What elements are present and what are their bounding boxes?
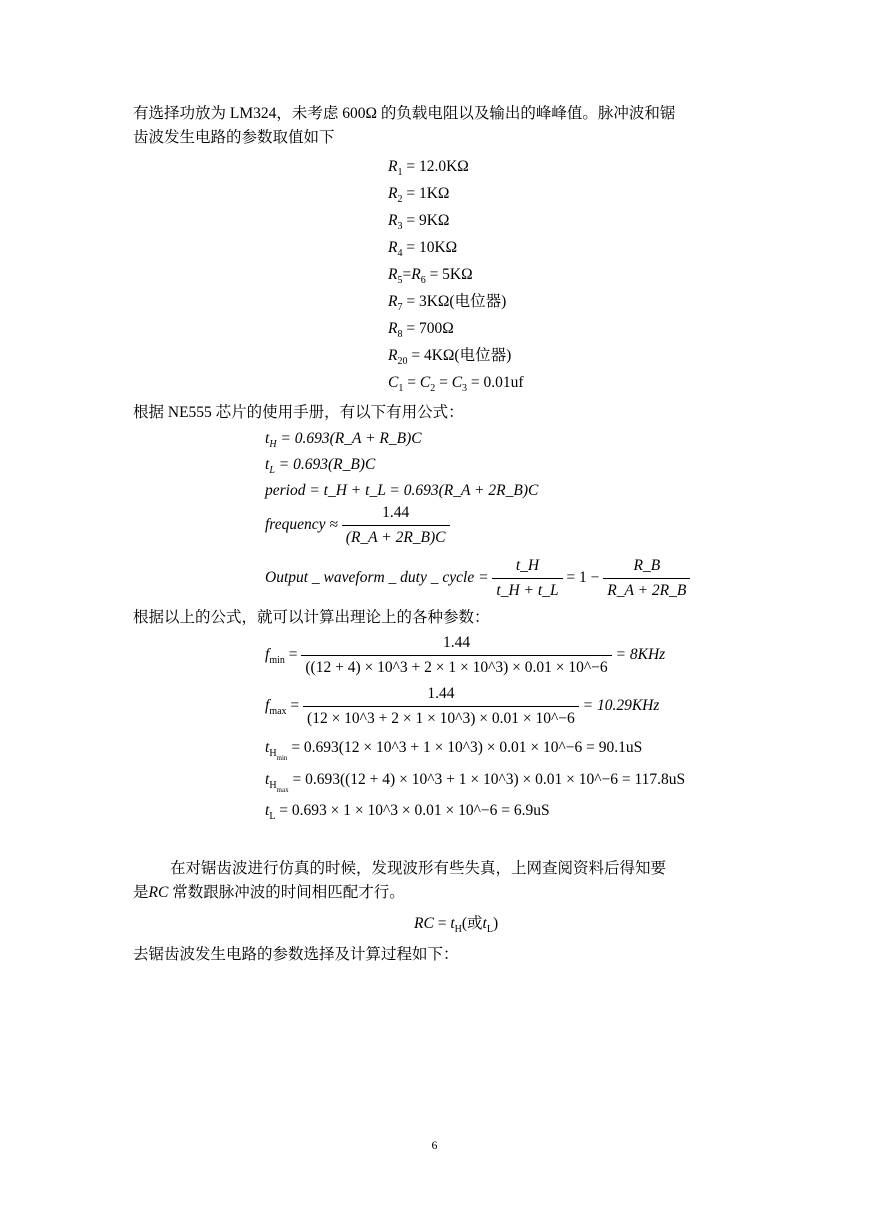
- paragraph-line: 是RC 常数跟脉冲波的时间相匹配才行。: [133, 884, 405, 901]
- calc-tH-min: $t_{H_{min}} = 0.693(12$ × 10^3 + 1 × 10^3) × 0.01 × 10^−6 = 90.1uS: [265, 739, 643, 762]
- value-r8: $R_8 = 700\Omega$: [388, 320, 454, 340]
- paragraph-line: 去锯齿波发生电路的参数选择及计算过程如下：: [133, 946, 459, 963]
- paragraph-line: 在对锯齿波进行仿真的时候，发现波形有些失真，上网查阅资料后得知要: [170, 860, 667, 877]
- paragraph-line: 齿波发生电路的参数取值如下: [133, 129, 335, 146]
- value-r4: $R_4 = 10K\Omega$: [388, 239, 458, 259]
- paragraph-line: 根据 NE555 芯片的使用手册，有以下有用公式：: [133, 404, 464, 421]
- formula-tH: $t_H$ = 0.693(R_A + R_B)C: [265, 430, 422, 450]
- rc-equation: RC = $t_H$(或$t_L$): [414, 915, 499, 935]
- value-capacitors: $C_1 = C_2 = C_3 = 0.01uf$: [388, 374, 524, 394]
- calc-fmin: $f_{min}$ = $\frac{1.44}{((12 + 4) \times 10\^{}3 + 2 \times 1 \times 10\^{}3) \times 0.01 \times 10\^{}-6}$ = 8KHz: [265, 634, 666, 676]
- value-r20: $R_{20} = 4K\Omega$(电位器): [388, 347, 512, 367]
- value-r3: $R_3 = 9K\Omega$: [388, 212, 450, 232]
- paragraph-line: 根据以上的公式，就可以计算出理论上的各种参数：: [133, 609, 490, 626]
- formula-frequency: frequency ≈ $\frac{1.44}{(R\_A + 2R\_B)C}$: [265, 503, 450, 548]
- formula-tL: $t_L$ = 0.693(R_B)C: [265, 456, 376, 476]
- value-r7: $R_7 = 3K\Omega$(电位器): [388, 293, 507, 313]
- value-r1: $R_1 = 12.0K\Omega$: [388, 158, 469, 178]
- calc-tH-max: $t_{H_{max}} = 0.693((12 + 4)$ × 10^3 + 1 × 10^3) × 0.01 × 10^−6 = 117.8uS: [265, 771, 686, 794]
- formula-duty-cycle: Output _ waveform _ duty _ cycle = $\frac{t\_H}{t\_H + t\_L}$ = 1 − $\frac{R\_B}{R\_A + 2R\_B}$: [265, 556, 690, 601]
- formula-period: period = t_H + t_L = 0.693(R_A + 2R_B)C: [265, 482, 539, 499]
- page-number: 6: [431, 1138, 438, 1152]
- calc-tL: $t_L = 0.693 \times 1$ × 10^3 × 0.01 × 10^−6 = 6.9uS: [265, 802, 550, 822]
- calc-fmax: $f_{max}$ = $\frac{1.44}{(12 \times 10\^{}3 + 2 \times 1 \times 10\^{}3) \times 0.01 \times 10\^{}-6}$ = 10.29KHz: [265, 685, 660, 727]
- value-r2: $R_2 = 1K\Omega$: [388, 185, 450, 205]
- paragraph-line: 有选择功放为 LM324，未考虑 600Ω 的负载电阻以及输出的峰峰值。脉冲波和锯: [133, 105, 676, 122]
- value-r5-r6: $R_5=R_6 = 5K\Omega$: [388, 266, 473, 286]
